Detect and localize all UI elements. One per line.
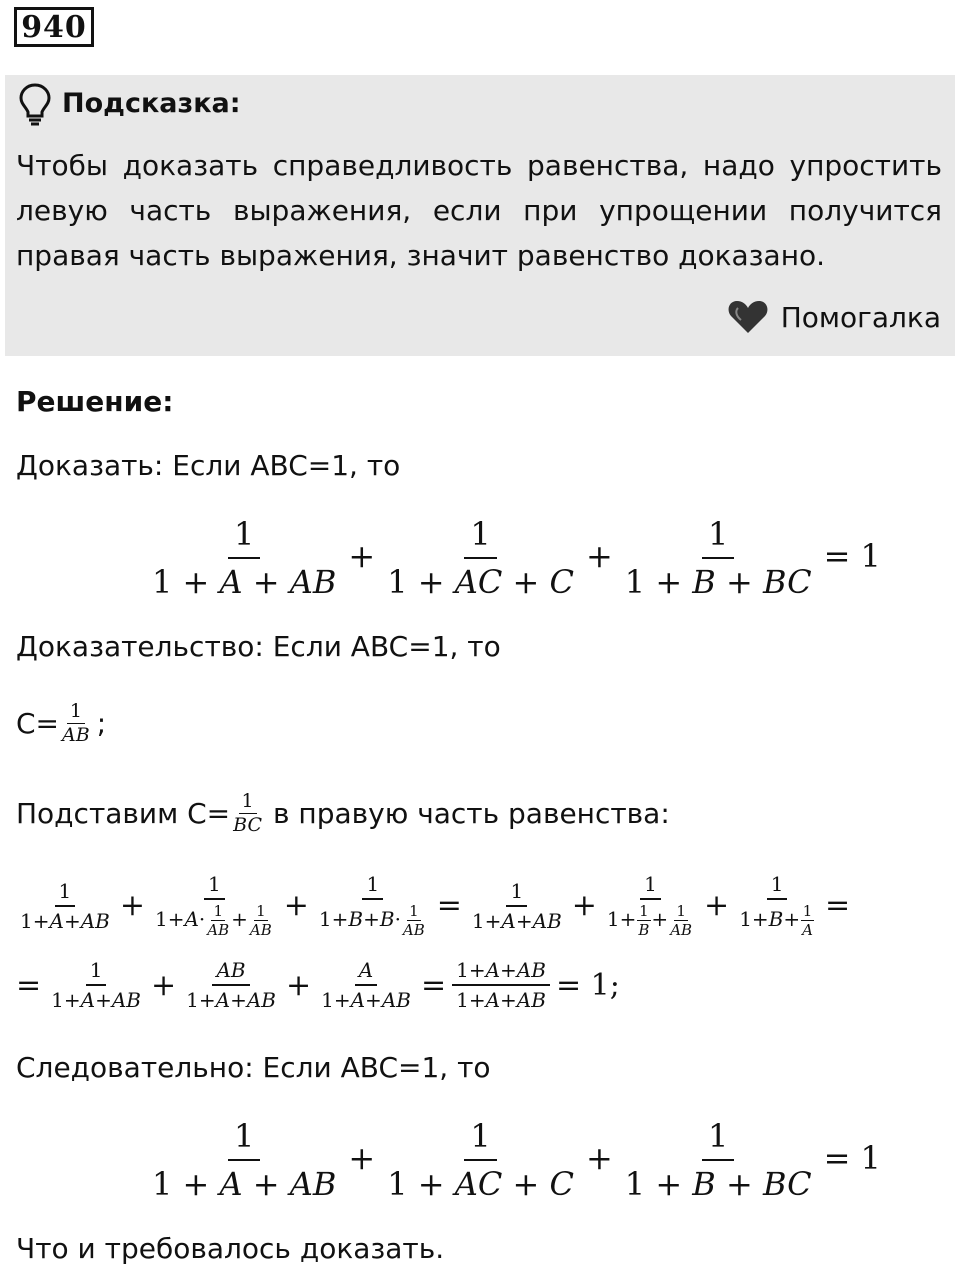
main-equation: $\frac{1}{1 + A + AB}$ + $\frac{1}{1 + AC + C}$ + $\frac{1}{1 + B + BC}$ = 1 xyxy=(152,515,881,601)
therefore-statement: Следовательно: Если ABC=1, то xyxy=(16,1051,491,1084)
brand xyxy=(727,299,941,335)
substitution-row-2: = $\frac{1}{1+A+AB}$ + $\frac{AB}{1+A+AB}$ + $\frac{A}{1+A+AB}$ = $\frac{1+A+AB}{1+A+AB}$ = 1; xyxy=(16,958,620,1012)
solution-title: Решение: xyxy=(16,385,174,418)
prove-statement: Доказать: Если ABC=1, то xyxy=(16,449,401,482)
heart-icon xyxy=(727,299,769,335)
c-definition: C= $\frac{1}{AB}$ ; xyxy=(16,700,107,746)
hint-text: Чтобы доказать справедливость равенства, надо упростить левую часть выражения, если при упрощении получится правая часть выражения, значит равенство доказано. xyxy=(16,149,942,272)
final-equation: $\frac{1}{1 + A + AB}$ + $\frac{1}{1 + AC + C}$ + $\frac{1}{1 + B + BC}$ = 1 xyxy=(152,1117,881,1203)
substitute-suffix: в правую часть равенства: xyxy=(273,796,670,830)
substitute-line: Подставим C= $\frac{1}{BC}$ в правую часть равенства: xyxy=(16,790,670,836)
lightbulb-icon xyxy=(17,82,53,126)
c-definition-prefix: C= xyxy=(16,706,60,740)
brand-name: Помогалка xyxy=(780,300,941,334)
conclusion: Что и требовалось доказать. xyxy=(16,1232,445,1265)
c-definition-suffix: ; xyxy=(96,706,107,740)
task-number: 940 xyxy=(14,7,94,47)
proof-statement: Доказательство: Если ABC=1, то xyxy=(16,630,501,663)
substitute-prefix: Подставим C= xyxy=(16,796,231,830)
hint-box xyxy=(5,75,955,356)
substitution-row-1: $\frac{1}{1+A+AB}$ + 1 1+A· $\frac{1}{AB}$ + $\frac{1}{AB}$ + 1 1+B+B· $\frac{1}{AB}$ = $\frac{1}{1+A+AB}$ + 1 1+ $\frac{1}{B}$ + $\frac{1}{AB}$ + 1 1+B+ $\frac{1}{A}$ = xyxy=(20,872,851,939)
hint-title: Подсказка: xyxy=(62,88,241,119)
